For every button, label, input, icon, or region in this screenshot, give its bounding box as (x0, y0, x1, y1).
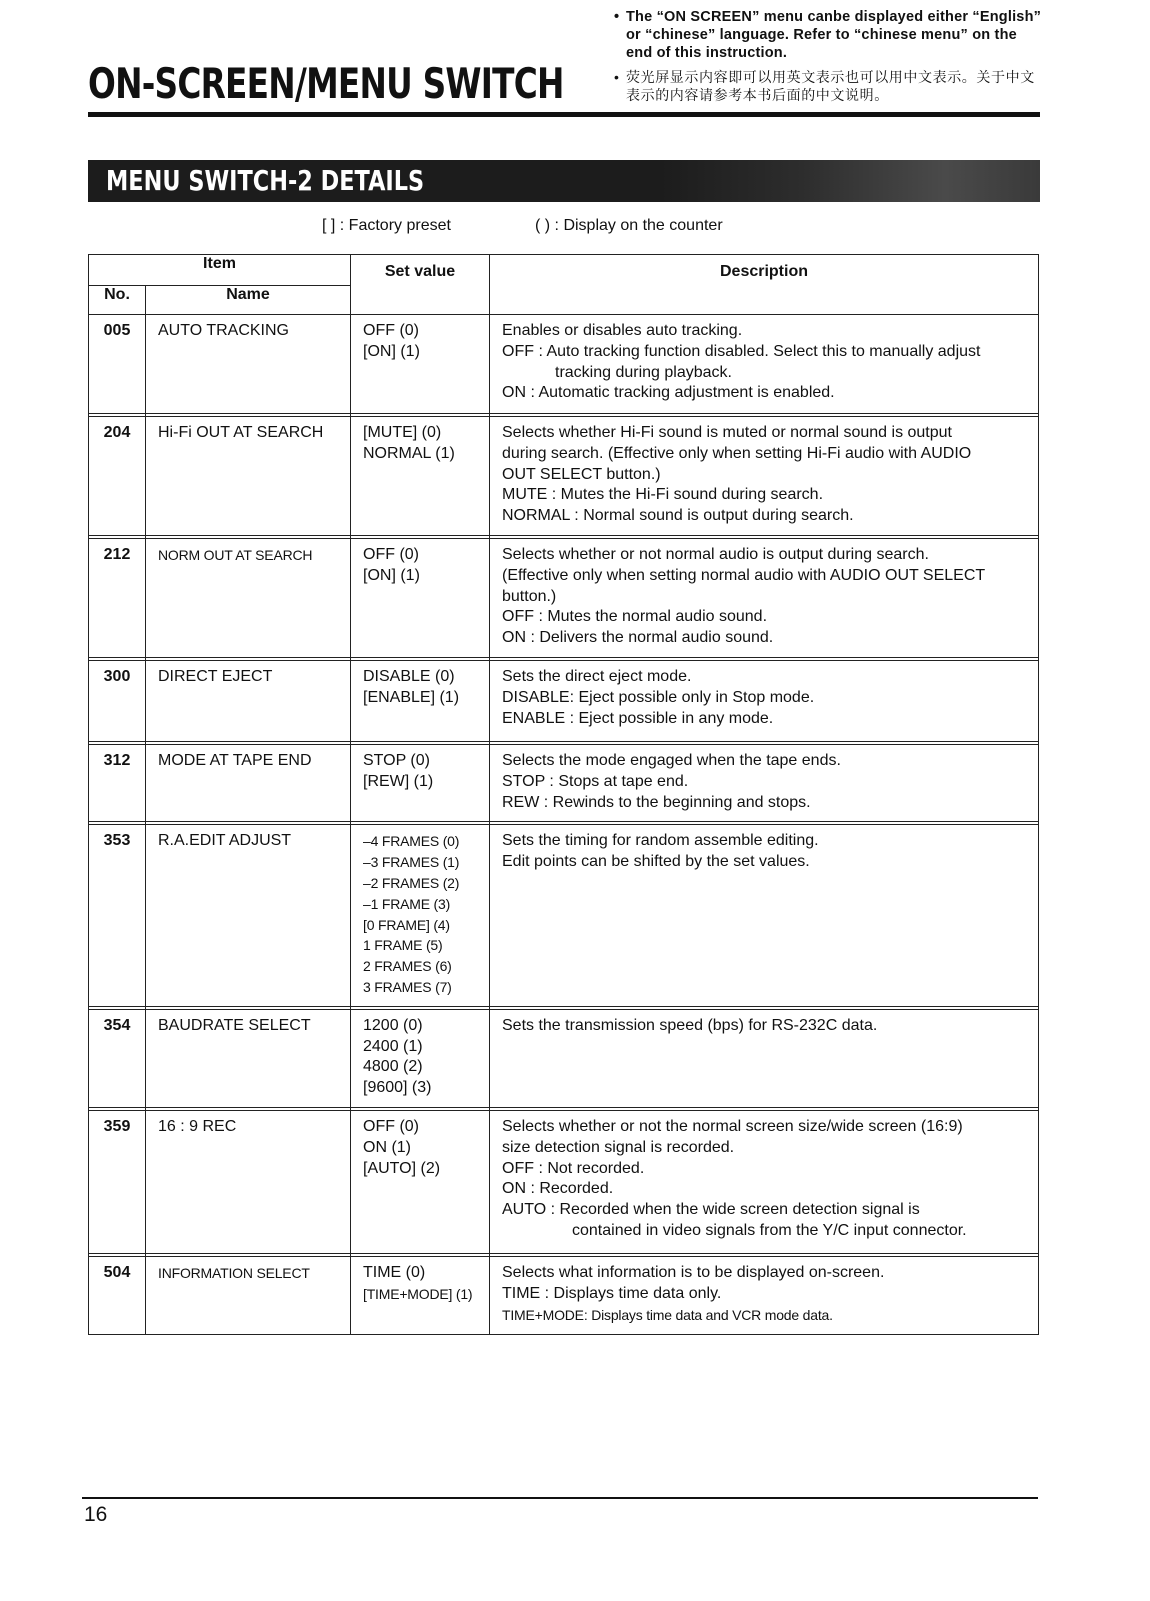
row-set-values (351, 315, 490, 414)
row-set-values (351, 744, 490, 821)
description-line: size detection signal is recorded. (502, 1138, 735, 1156)
row-description (490, 1009, 1039, 1107)
row-set-values (351, 660, 490, 741)
header-name: Name (146, 286, 351, 315)
footer-rule (82, 1497, 1038, 1499)
description-line: during search. (Effective only when setting Hi-Fi audio with AUDIO (502, 444, 972, 462)
bullet-icon: • (614, 9, 620, 25)
set-value: OFF (0) (363, 545, 419, 563)
row-number: 504 (89, 1256, 146, 1334)
description-line: TIME+MODE: Displays time data and VCR mode data. (502, 1306, 833, 1323)
note-chinese (614, 68, 1044, 104)
row-number: 359 (89, 1110, 146, 1253)
description-line: AUTO : Recorded when the wide screen detection signal is (502, 1201, 920, 1219)
description-line: Sets the transmission speed (bps) for RS-232C data. (502, 1016, 878, 1034)
header-no: No. (89, 286, 146, 315)
description-line: button.) (502, 587, 557, 605)
row-name: Hi-Fi OUT AT SEARCH (146, 417, 351, 536)
row-description (490, 417, 1039, 536)
description-line: Enables or disables auto tracking. (502, 322, 743, 339)
table-body (89, 315, 1039, 1335)
table-row (89, 417, 1039, 536)
row-number: 354 (89, 1009, 146, 1107)
description-line: Selects whether Hi-Fi sound is muted or normal sound is output (502, 424, 952, 441)
row-description (490, 1256, 1039, 1334)
table-header (89, 255, 1039, 315)
note-english (614, 8, 1044, 62)
description-line: Selects the mode engaged when the tape ends. (502, 751, 841, 769)
row-set-values (351, 1256, 490, 1334)
table-row (89, 744, 1039, 821)
set-value: [ON] (1) (363, 566, 420, 584)
row-number: 312 (89, 744, 146, 821)
set-value: –4 FRAMES (0) (363, 833, 460, 850)
row-name: AUTO TRACKING (146, 315, 351, 414)
row-number: 204 (89, 417, 146, 536)
description-line: OFF : Auto tracking function disabled. Select this to manually adjust (502, 342, 981, 360)
row-set-values (351, 538, 490, 657)
table-row (89, 660, 1039, 741)
description-line: Selects whether or not normal audio is output during search. (502, 545, 929, 563)
set-value: –2 FRAMES (2) (363, 874, 460, 891)
description-line: REW : Rewinds to the beginning and stops. (502, 793, 811, 811)
description-line: OFF : Not recorded. (502, 1159, 645, 1177)
table-row (89, 1110, 1039, 1253)
description-line: Selects whether or not the normal screen size/wide screen (16:9) (502, 1117, 963, 1135)
set-value: 1200 (0) (363, 1016, 423, 1034)
header-set-value: Set value (351, 255, 490, 315)
set-value: [0 FRAME] (4) (363, 916, 450, 933)
table-row (89, 825, 1039, 1006)
row-name: R.A.EDIT ADJUST (146, 825, 351, 1006)
description-line: Sets the timing for random assemble editing. (502, 832, 819, 850)
description-line: Selects what information is to be displayed on-screen. (502, 1263, 885, 1281)
table-row (89, 1009, 1039, 1107)
description-line: NORMAL : Normal sound is output during search. (502, 507, 854, 525)
set-value: 1 FRAME (5) (363, 937, 443, 954)
row-number: 353 (89, 825, 146, 1006)
row-name: BAUDRATE SELECT (146, 1009, 351, 1107)
header-description: Description (490, 255, 1039, 315)
set-value: [AUTO] (2) (363, 1159, 441, 1177)
set-value: [ON] (1) (363, 342, 420, 360)
row-name: NORM OUT AT SEARCH (146, 538, 351, 657)
description-line: Sets the direct eject mode. (502, 667, 692, 685)
row-number: 005 (89, 315, 146, 414)
row-description (490, 315, 1039, 414)
header-rule (88, 112, 1040, 117)
description-line: contained in video signals from the Y/C input connector. (572, 1221, 967, 1239)
description-line: MUTE : Mutes the Hi-Fi sound during search. (502, 486, 824, 504)
legend-counter-display: ( ) : Display on the counter (535, 217, 723, 234)
set-value: –3 FRAMES (1) (363, 854, 460, 871)
language-notes (614, 8, 1044, 104)
page-number: 16 (84, 1503, 108, 1526)
legend-factory-preset: [ ] : Factory preset (322, 217, 451, 234)
set-value: OFF (0) (363, 322, 419, 339)
bullet-icon: • (614, 69, 620, 85)
set-value: TIME (0) (363, 1263, 426, 1281)
description-line: ON : Automatic tracking adjustment is enabled. (502, 384, 835, 402)
description-line: ENABLE : Eject possible in any mode. (502, 709, 774, 727)
description-line: OUT SELECT button.) (502, 465, 661, 483)
set-value: [ENABLE] (1) (363, 688, 460, 706)
set-value: ON (1) (363, 1138, 411, 1156)
description-line: OFF : Mutes the normal audio sound. (502, 608, 768, 626)
description-line: ON : Recorded. (502, 1180, 614, 1198)
table-row (89, 315, 1039, 414)
row-number: 300 (89, 660, 146, 741)
row-description (490, 660, 1039, 741)
set-value: DISABLE (0) (363, 667, 455, 685)
page-title: ON-SCREEN/MENU SWITCH (88, 59, 564, 108)
row-description (490, 825, 1039, 1006)
set-value: [9600] (3) (363, 1079, 432, 1097)
section-title: MENU SWITCH-2 DETAILS (106, 164, 425, 197)
set-value: –1 FRAME (3) (363, 895, 451, 912)
set-value: [MUTE] (0) (363, 424, 442, 441)
row-description (490, 744, 1039, 821)
description-line: Edit points can be shifted by the set values. (502, 853, 810, 871)
menu-switch-table (88, 254, 1039, 1335)
set-value: 4800 (2) (363, 1058, 423, 1076)
row-name: 16 : 9 REC (146, 1110, 351, 1253)
row-number: 212 (89, 538, 146, 657)
set-value: [REW] (1) (363, 772, 434, 790)
description-line: DISABLE: Eject possible only in Stop mode. (502, 688, 815, 706)
row-description (490, 538, 1039, 657)
set-value: 2400 (1) (363, 1037, 423, 1055)
row-set-values (351, 417, 490, 536)
row-set-values (351, 1009, 490, 1107)
table-row (89, 1256, 1039, 1334)
set-value: OFF (0) (363, 1117, 419, 1135)
set-value: 3 FRAMES (7) (363, 978, 452, 995)
row-description (490, 1110, 1039, 1253)
row-name: INFORMATION SELECT (146, 1256, 351, 1334)
header-item: Item (89, 255, 351, 286)
row-set-values (351, 1110, 490, 1253)
note-english-text: The “ON SCREEN” menu canbe displayed either “English” or “chinese” language. Refer to “chinese menu” on the end of this instruction. (626, 9, 1042, 61)
section-bar (88, 160, 1040, 202)
description-line: TIME : Displays time data only. (502, 1284, 722, 1302)
description-line: STOP : Stops at tape end. (502, 772, 689, 790)
set-value: 2 FRAMES (6) (363, 958, 452, 975)
set-value: [TIME+MODE] (1) (363, 1285, 473, 1302)
row-name: MODE AT TAPE END (146, 744, 351, 821)
description-line: tracking during playback. (555, 363, 732, 381)
note-chinese-text: 荧光屏显示内容即可以用英文表示也可以用中文表示。关于中文表示的内容请参考本书后面的中文说明。 (626, 69, 1035, 103)
description-line: (Effective only when setting normal audio with AUDIO OUT SELECT (502, 566, 986, 584)
row-set-values (351, 825, 490, 1006)
set-value: NORMAL (1) (363, 444, 455, 462)
set-value: STOP (0) (363, 751, 430, 769)
table-row (89, 538, 1039, 657)
row-name: DIRECT EJECT (146, 660, 351, 741)
description-line: ON : Delivers the normal audio sound. (502, 629, 774, 647)
